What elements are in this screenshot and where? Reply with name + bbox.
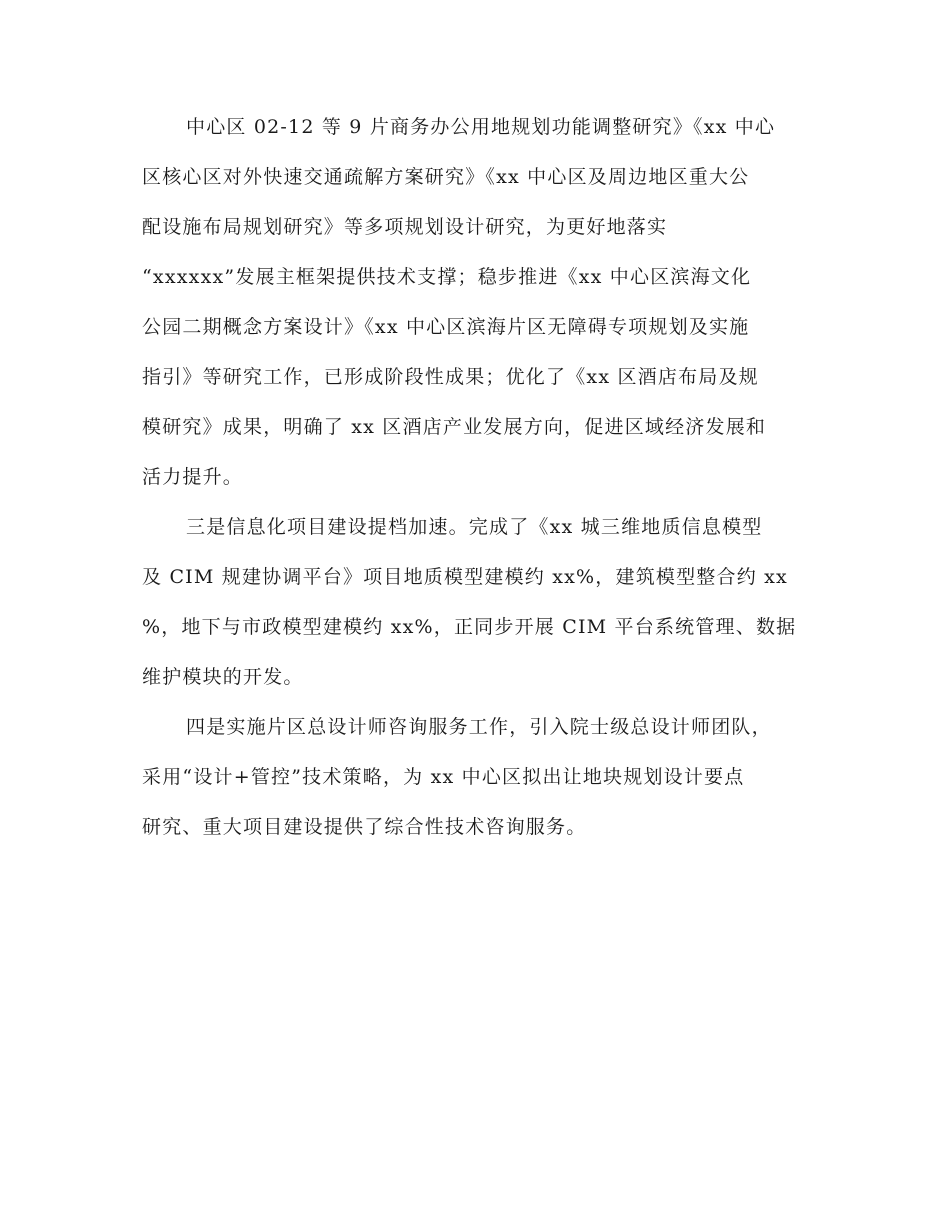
text-line: 配设施布局规划研究》等多项规划设计研究，为更好地落实 (142, 216, 668, 238)
text-line: 中心区 02-12 等 9 片商务办公用地规划功能调整研究》《xx 中心 (186, 116, 776, 138)
document-body (142, 102, 806, 852)
text-line: “xxxxxx”发展主框架提供技术支撑；稳步推进《xx 中心区滨海文化 (142, 266, 752, 288)
text-line: 活力提升。 (142, 466, 244, 488)
text-line: 模研究》成果，明确了 xx 区酒店产业发展方向，促进区域经济发展和 (142, 416, 767, 438)
text-line: 维护模块的开发。 (142, 666, 304, 688)
text-line: 公园二期概念方案设计》《xx 中心区滨海片区无障碍专项规划及实施 (142, 316, 750, 338)
text-line: 指引》等研究工作，已形成阶段性成果；优化了《xx 区酒店布局及规 (142, 366, 759, 388)
text-line: 及 CIM 规建协调平台》项目地质模型建模约 xx%，建筑模型整合约 xx (142, 566, 788, 588)
text-line: 采用“设计+管控”技术策略，为 xx 中心区拟出让地块规划设计要点 (142, 766, 745, 788)
text-line: 研究、重大项目建设提供了综合性技术咨询服务。 (142, 816, 587, 838)
paragraph-planning-research (142, 102, 806, 502)
text-line: %，地下与市政模型建模约 xx%，正同步开展 CIM 平台系统管理、数据 (142, 616, 797, 638)
text-line: 区核心区对外快速交通疏解方案研究》《xx 中心区及周边地区重大公 (142, 166, 750, 188)
paragraph-informatization (142, 502, 806, 702)
text-line: 四是实施片区总设计师咨询服务工作，引入院士级总设计师团队， (186, 716, 772, 738)
paragraph-chief-designer (142, 702, 806, 852)
text-line: 三是信息化项目建设提档加速。完成了《xx 城三维地质信息模型 (186, 516, 763, 538)
